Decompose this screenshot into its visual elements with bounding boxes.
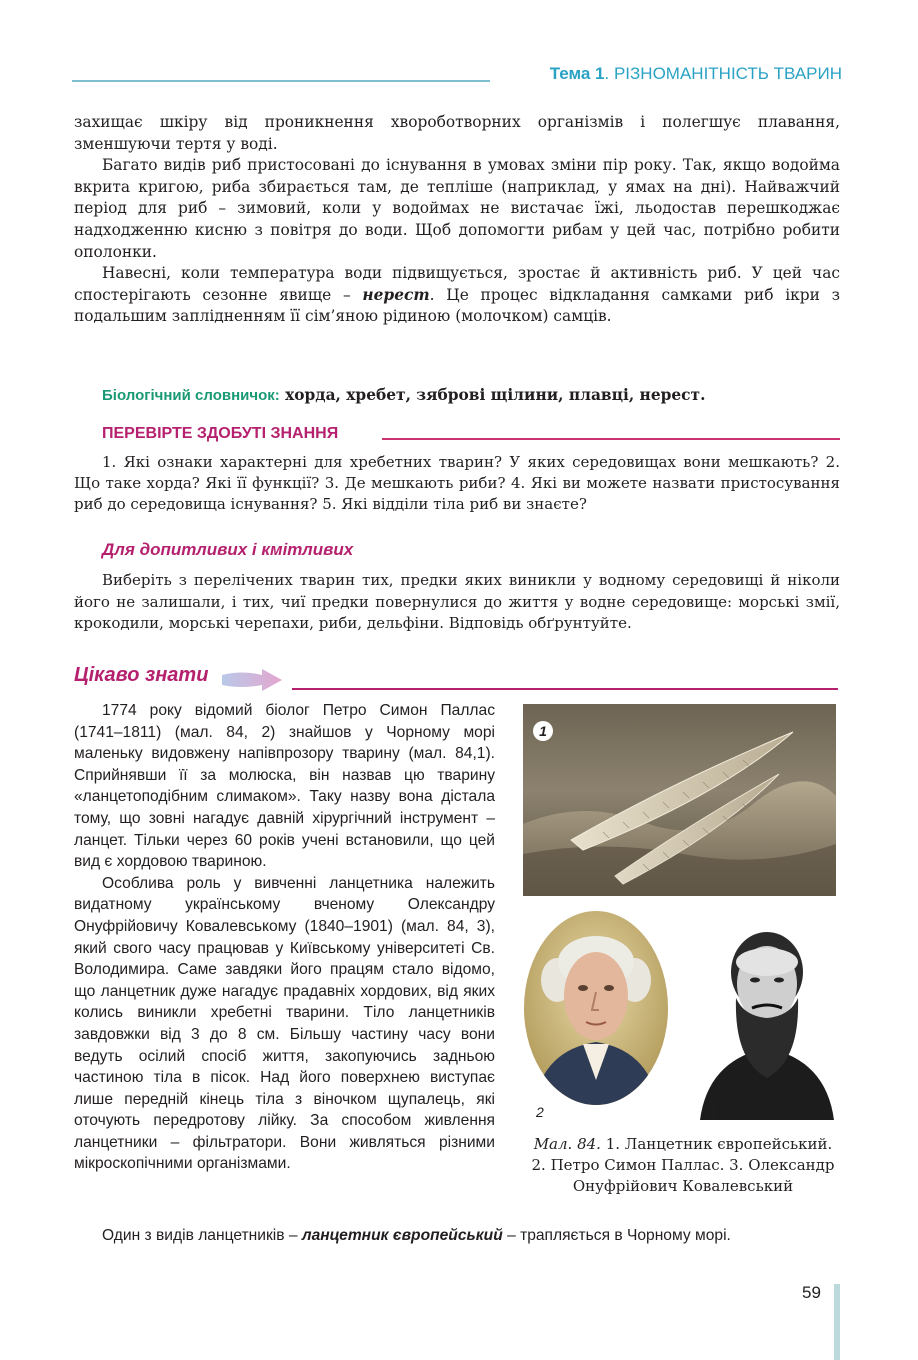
intro-text <box>74 112 840 328</box>
interesting-text <box>74 700 495 1175</box>
caption-lead: Мал. 84. <box>533 1135 601 1153</box>
glossary <box>102 386 842 404</box>
term-lancelet: ланцетник європейський <box>301 1227 503 1244</box>
figure-caption <box>528 1134 838 1197</box>
figure-label-2: 2 <box>536 1104 544 1120</box>
pallas-portrait <box>523 910 669 1106</box>
heading-rule <box>382 438 840 440</box>
heading-rule <box>292 688 838 690</box>
paragraph: Багато видів риб пристосовані до існування в умовах зміни пір року. Так, якщо водойма вкрита кригою, риба збирається там, де тепліше (наприклад, у ямах на дні). Найважчий період для риб – зимовий, коли у водоймах не вистачає їжі, льодостав перешкоджає надходженню кисню з повітря до води. Щоб допомогти рибам у цей час, потрібно робити ополонки. <box>74 156 840 261</box>
text-run: Навесні, коли температура води підвищується, зростає й активність риб. У цей час спостерігають сезонне явище – <box>74 264 840 304</box>
page-edge-bar <box>834 1284 840 1360</box>
curious-heading: Для допитливих і кмітливих <box>102 540 354 559</box>
page-number: 59 <box>802 1283 821 1302</box>
text-run: Один з видів ланцетників – <box>102 1227 302 1244</box>
topic-separator: . <box>604 64 614 83</box>
paragraph: Особлива роль у вивченні ланцетника належить видатному українському вченому Олександру Онуфрійовичу Ковалевському (1840–1901) (мал. 84, 3), який свого часу працював у Київському університеті Св. Володимира. Саме завдяки його працям стало відомо, що ланцетник дуже нагадує прадавніх хордових, від яких колись виникли хребетні тварини. Тіло ланцетників завдовжки від 3 до 8 см. Більшу частину часу вони ведуть осілий спосіб життя, закопуючись задньою частиною тіла в пісок. Над його поверхнею виступає лише передній кінець тіла з віночком щупалець, які оточують передротову лійку. За способом живлення ланцетники – фільтратори. Вони живляться різними мікроскопічними організмами. <box>74 874 495 1173</box>
topic-number: Тема 1 <box>549 64 605 83</box>
term-spawning: нерест <box>362 285 430 304</box>
text-run: – трапляється в Чорному морі. <box>502 1227 731 1244</box>
paragraph <box>74 263 840 328</box>
text-run: . Це процес відкладання самками риб ікри з подальшим заплідненням її сім’яною рідиною (молочком) самців. <box>74 285 840 326</box>
check-knowledge-questions: 1. Які ознаки характерні для хребетних тварин? У яких середовищах вони мешкають? 2. Що таке хорда? Які її функції? 3. Де мешкають риби? 4. Які ви можете назвати пристосування риб до середовища існування? 5. Які відділи тіла риб ви знаєте? <box>74 453 840 513</box>
paragraph: захищає шкіру від проникнення хвороботворних організмів і полегшує плавання, зменшуючи тертя у воді. <box>74 113 840 153</box>
header-rule <box>72 80 490 82</box>
paragraph <box>74 1225 840 1247</box>
paragraph: 1774 року відомий біолог Петро Симон Паллас (1741–1811) (мал. 84, 2) знайшов у Чорному морі маленьку видовжену напівпрозору тварину (мал. 84,1). Сприйнявши її за молюска, він назвав цю тварину «ланцетоподібним слимаком». Таку назву вона дістала тому, що зовні нагадує давній хірургічний інструмент – ланцет. Тільки через 60 років учені встановили, що цей вид є хордовою твариною. <box>74 702 495 871</box>
glossary-terms: хорда, хребет, зяброві щілини, плавці, нерест. <box>279 386 706 404</box>
glossary-label: Біологічний словничок: <box>102 387 280 404</box>
topic-title: РІЗНОМАНІТНІСТЬ ТВАРИН <box>613 64 842 83</box>
curious-task: Виберіть з перелічених тварин тих, предки яких виникли у водному середовищі й ніколи його не залишали, і тих, чиї предки повернулися до життя у водне середовище: морські змії, крокодили, морські черепахи, риби, дельфіни. Відповідь обґрунтуйте. <box>74 571 840 632</box>
running-header <box>492 64 842 84</box>
caption-text: 1. Ланцетник європейський. 2. Петро Симон Паллас. 3. Олександр Онуфрійович Ковалевський <box>531 1135 835 1195</box>
figure-label-3: 3 <box>707 1104 715 1120</box>
check-knowledge-heading: ПЕРЕВІРТЕ ЗДОБУТІ ЗНАННЯ <box>102 425 339 442</box>
interesting-heading: Цікаво знати <box>74 664 209 686</box>
figure-label-1: 1 <box>539 723 547 739</box>
lancelet-photo <box>523 704 836 896</box>
arrow-icon <box>220 667 284 693</box>
kovalevsky-portrait <box>694 910 840 1120</box>
